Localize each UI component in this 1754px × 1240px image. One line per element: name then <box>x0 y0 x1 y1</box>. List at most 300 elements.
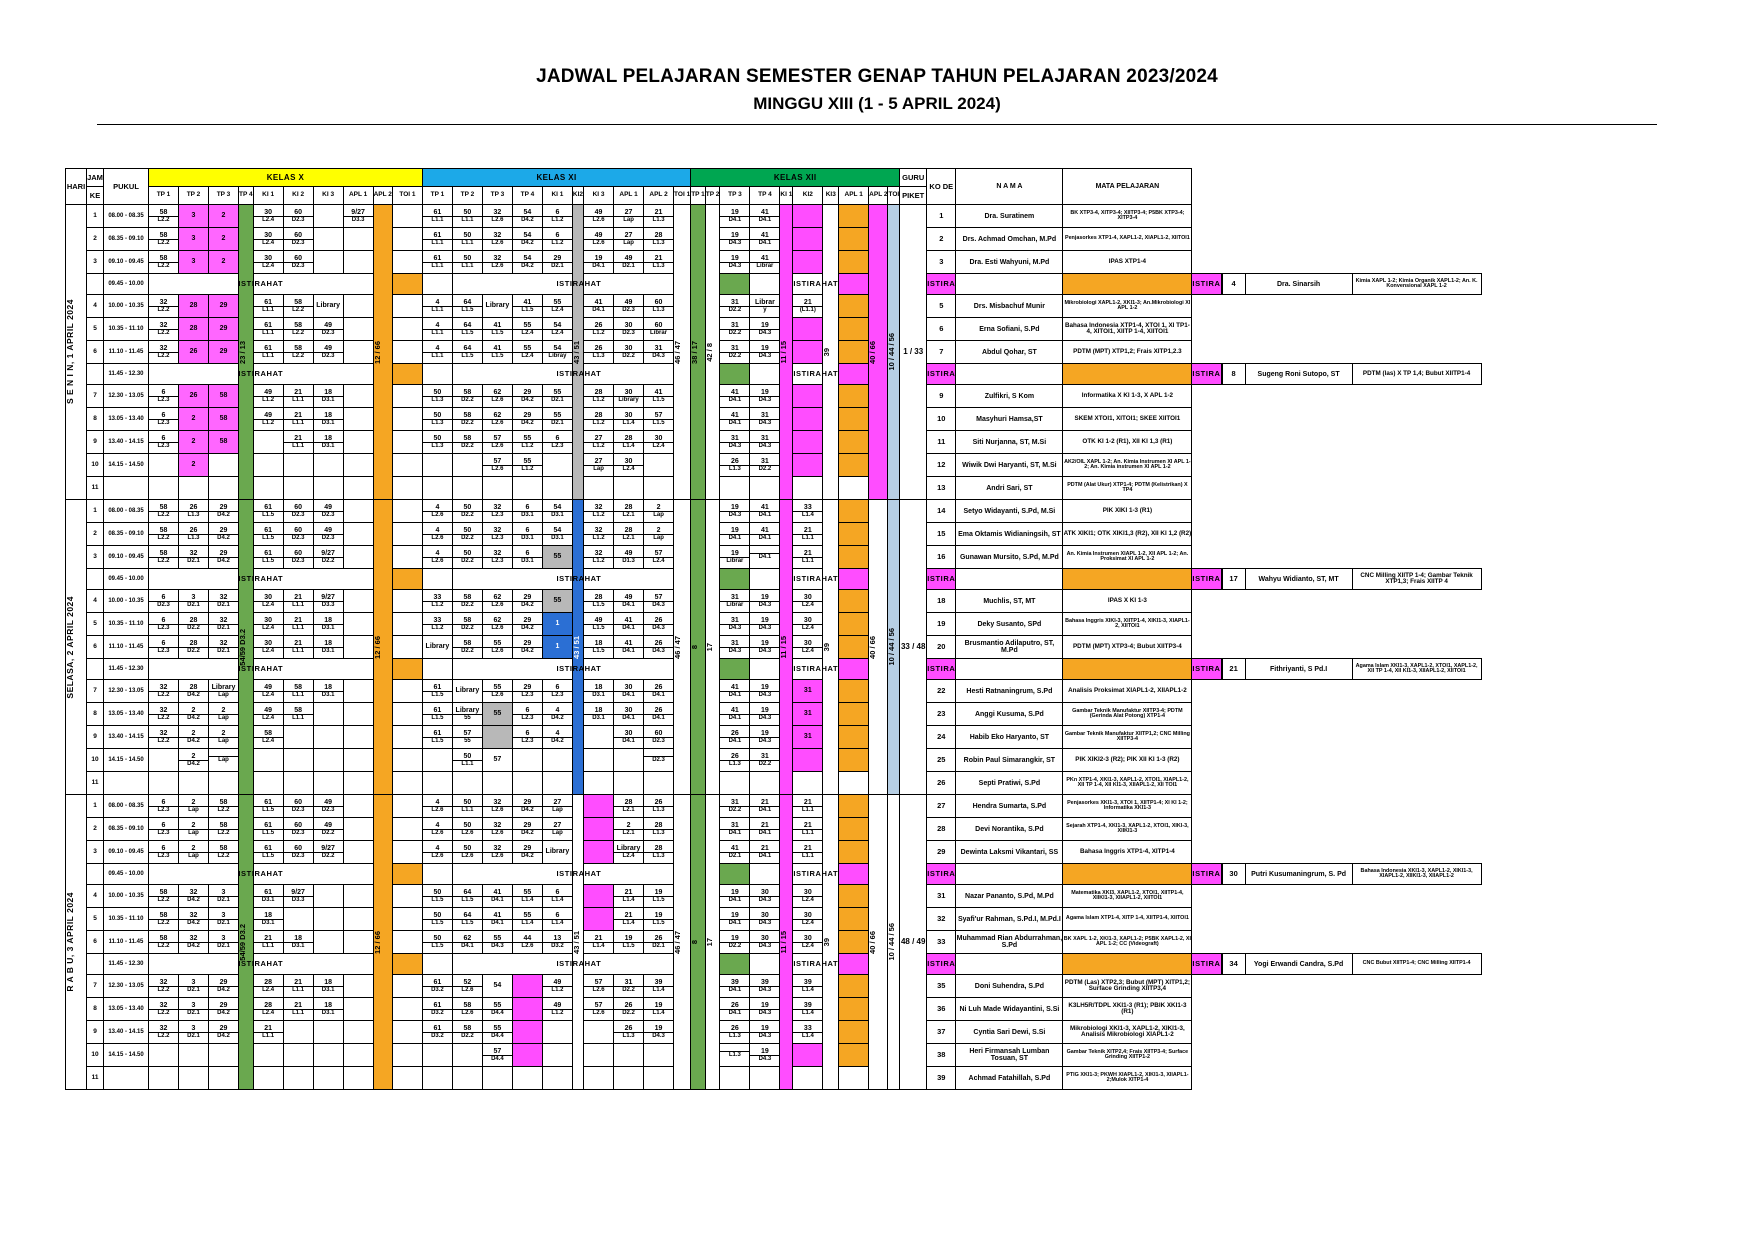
grid-cell[interactable] <box>584 998 614 1021</box>
grid-cell[interactable] <box>452 795 482 818</box>
grid-cell[interactable] <box>542 703 572 726</box>
grid-cell[interactable] <box>644 500 674 523</box>
grid-cell[interactable] <box>644 408 674 431</box>
grid-cell[interactable] <box>253 636 283 659</box>
grid-cell[interactable] <box>179 295 209 318</box>
grid-cell[interactable] <box>482 295 512 318</box>
grid-cell[interactable] <box>512 1044 542 1067</box>
grid-vertical-cell[interactable] <box>888 500 900 795</box>
grid-cell[interactable] <box>209 341 239 364</box>
grid-vertical-cell[interactable] <box>691 205 706 500</box>
grid-cell[interactable] <box>313 931 343 954</box>
grid-cell[interactable] <box>179 251 209 274</box>
grid-cell[interactable] <box>584 500 614 523</box>
grid-cell[interactable] <box>149 680 179 703</box>
grid-cell[interactable] <box>614 523 644 546</box>
grid-cell[interactable] <box>209 795 239 818</box>
grid-cell[interactable] <box>512 318 542 341</box>
grid-cell[interactable] <box>720 772 750 795</box>
grid-cell[interactable] <box>253 998 283 1021</box>
grid-cell[interactable] <box>482 772 512 795</box>
grid-cell[interactable] <box>542 613 572 636</box>
grid-vertical-cell[interactable] <box>691 795 706 1090</box>
grid-cell[interactable] <box>750 500 780 523</box>
grid-cell[interactable] <box>584 205 614 228</box>
grid-cell[interactable] <box>313 228 343 251</box>
grid-cell[interactable] <box>839 795 869 818</box>
grid-cell[interactable] <box>452 772 482 795</box>
grid-cell[interactable] <box>839 613 869 636</box>
grid-cell[interactable] <box>793 841 823 864</box>
grid-cell[interactable] <box>644 636 674 659</box>
grid-cell[interactable] <box>793 749 823 772</box>
grid-cell[interactable] <box>343 1044 373 1067</box>
grid-cell[interactable] <box>253 500 283 523</box>
grid-cell[interactable] <box>584 975 614 998</box>
grid-cell[interactable] <box>584 636 614 659</box>
grid-cell[interactable] <box>422 636 452 659</box>
grid-cell[interactable] <box>839 864 869 885</box>
grid-cell[interactable] <box>179 590 209 613</box>
grid-cell[interactable] <box>209 477 239 500</box>
grid-cell[interactable] <box>614 431 644 454</box>
grid-cell[interactable] <box>209 772 239 795</box>
grid-cell[interactable] <box>283 636 313 659</box>
grid-cell[interactable] <box>512 931 542 954</box>
grid-cell[interactable] <box>512 385 542 408</box>
grid-cell[interactable] <box>149 546 179 569</box>
grid-cell[interactable] <box>179 205 209 228</box>
grid-cell[interactable] <box>839 726 869 749</box>
grid-cell[interactable] <box>614 818 644 841</box>
grid-cell[interactable] <box>584 613 614 636</box>
grid-vertical-cell[interactable] <box>823 205 839 500</box>
grid-cell[interactable] <box>452 1021 482 1044</box>
grid-cell[interactable] <box>644 205 674 228</box>
grid-cell[interactable] <box>392 408 422 431</box>
grid-cell[interactable] <box>644 1067 674 1090</box>
grid-cell[interactable] <box>512 772 542 795</box>
grid-cell[interactable] <box>343 703 373 726</box>
grid-cell[interactable] <box>1063 659 1192 680</box>
grid-cell[interactable] <box>313 703 343 726</box>
grid-cell[interactable] <box>313 680 343 703</box>
grid-cell[interactable] <box>720 364 750 385</box>
grid-cell[interactable] <box>793 523 823 546</box>
grid-cell[interactable] <box>422 364 452 385</box>
grid-cell[interactable] <box>793 295 823 318</box>
grid-cell[interactable] <box>614 341 644 364</box>
grid-cell[interactable] <box>542 318 572 341</box>
grid-cell[interactable] <box>584 841 614 864</box>
grid-cell[interactable] <box>149 749 179 772</box>
grid-cell[interactable] <box>149 1067 179 1090</box>
grid-cell[interactable] <box>720 523 750 546</box>
grid-cell[interactable] <box>149 613 179 636</box>
grid-cell[interactable] <box>422 613 452 636</box>
grid-cell[interactable] <box>313 431 343 454</box>
grid-cell[interactable] <box>209 228 239 251</box>
grid-cell[interactable] <box>482 975 512 998</box>
grid-cell[interactable] <box>343 636 373 659</box>
grid-cell[interactable] <box>644 341 674 364</box>
grid-cell[interactable] <box>253 885 283 908</box>
grid-cell[interactable] <box>392 205 422 228</box>
grid-cell[interactable] <box>149 975 179 998</box>
grid-vertical-cell[interactable] <box>869 795 888 1090</box>
grid-cell[interactable] <box>209 908 239 931</box>
grid-cell[interactable] <box>644 546 674 569</box>
grid-cell[interactable] <box>313 636 343 659</box>
grid-cell[interactable] <box>793 1044 823 1067</box>
grid-cell[interactable] <box>343 477 373 500</box>
grid-cell[interactable] <box>584 931 614 954</box>
grid-cell[interactable] <box>584 726 614 749</box>
grid-cell[interactable] <box>482 749 512 772</box>
grid-cell[interactable] <box>542 454 572 477</box>
grid-cell[interactable] <box>283 228 313 251</box>
grid-cell[interactable] <box>584 341 614 364</box>
grid-cell[interactable] <box>720 908 750 931</box>
grid-cell[interactable] <box>149 295 179 318</box>
grid-cell[interactable] <box>614 205 644 228</box>
grid-cell[interactable] <box>482 205 512 228</box>
grid-cell[interactable] <box>422 454 452 477</box>
grid-cell[interactable] <box>392 749 422 772</box>
grid-cell[interactable] <box>253 931 283 954</box>
grid-cell[interactable] <box>283 772 313 795</box>
grid-vertical-cell[interactable] <box>239 500 254 795</box>
grid-cell[interactable] <box>392 931 422 954</box>
grid-cell[interactable] <box>793 885 823 908</box>
grid-cell[interactable] <box>644 477 674 500</box>
grid-cell[interactable] <box>614 795 644 818</box>
grid-vertical-cell[interactable] <box>869 205 888 500</box>
grid-cell[interactable] <box>283 523 313 546</box>
grid-cell[interactable] <box>209 613 239 636</box>
grid-cell[interactable] <box>343 613 373 636</box>
grid-cell[interactable] <box>839 749 869 772</box>
grid-cell[interactable] <box>793 1067 823 1090</box>
grid-cell[interactable] <box>644 703 674 726</box>
grid-cell[interactable] <box>542 251 572 274</box>
grid-cell[interactable] <box>720 864 750 885</box>
grid-cell[interactable] <box>209 408 239 431</box>
grid-cell[interactable] <box>512 295 542 318</box>
grid-cell[interactable] <box>422 885 452 908</box>
grid-cell[interactable] <box>720 274 750 295</box>
grid-cell[interactable] <box>149 795 179 818</box>
grid-cell[interactable] <box>750 408 780 431</box>
grid-cell[interactable] <box>750 385 780 408</box>
grid-cell[interactable] <box>644 931 674 954</box>
grid-cell[interactable] <box>422 228 452 251</box>
grid-cell[interactable] <box>584 795 614 818</box>
grid-cell[interactable] <box>542 1044 572 1067</box>
grid-cell[interactable] <box>584 454 614 477</box>
grid-cell[interactable] <box>839 477 869 500</box>
grid-cell[interactable] <box>209 385 239 408</box>
grid-cell[interactable] <box>253 408 283 431</box>
grid-cell[interactable] <box>750 636 780 659</box>
grid-cell[interactable] <box>452 228 482 251</box>
grid-cell[interactable] <box>542 975 572 998</box>
grid-vertical-cell[interactable] <box>239 795 254 1090</box>
grid-cell[interactable] <box>392 726 422 749</box>
grid-cell[interactable] <box>452 885 482 908</box>
grid-cell[interactable] <box>584 680 614 703</box>
grid-cell[interactable] <box>482 251 512 274</box>
grid-vertical-cell[interactable] <box>572 205 583 500</box>
grid-cell[interactable] <box>149 205 179 228</box>
grid-cell[interactable] <box>343 998 373 1021</box>
grid-cell[interactable] <box>614 1067 644 1090</box>
grid-cell[interactable] <box>253 295 283 318</box>
grid-cell[interactable] <box>179 841 209 864</box>
grid-cell[interactable] <box>313 523 343 546</box>
grid-cell[interactable] <box>283 908 313 931</box>
grid-vertical-cell[interactable] <box>780 500 793 795</box>
grid-cell[interactable] <box>839 228 869 251</box>
grid-cell[interactable] <box>482 726 512 749</box>
grid-cell[interactable] <box>452 680 482 703</box>
grid-cell[interactable] <box>343 408 373 431</box>
grid-cell[interactable] <box>614 408 644 431</box>
grid-cell[interactable] <box>149 523 179 546</box>
grid-cell[interactable] <box>253 205 283 228</box>
grid-cell[interactable] <box>644 613 674 636</box>
grid-cell[interactable] <box>750 726 780 749</box>
grid-cell[interactable] <box>313 385 343 408</box>
grid-cell[interactable] <box>720 680 750 703</box>
grid-cell[interactable] <box>750 931 780 954</box>
grid-cell[interactable] <box>343 251 373 274</box>
grid-cell[interactable] <box>482 590 512 613</box>
grid-cell[interactable] <box>253 454 283 477</box>
grid-cell[interactable] <box>149 885 179 908</box>
grid-cell[interactable] <box>149 818 179 841</box>
grid-cell[interactable] <box>512 500 542 523</box>
grid-cell[interactable] <box>542 341 572 364</box>
grid-cell[interactable] <box>392 998 422 1021</box>
grid-cell[interactable] <box>253 590 283 613</box>
grid-cell[interactable] <box>179 908 209 931</box>
grid-cell[interactable] <box>482 477 512 500</box>
grid-cell[interactable] <box>750 1067 780 1090</box>
grid-cell[interactable] <box>750 295 780 318</box>
grid-cell[interactable] <box>392 703 422 726</box>
grid-cell[interactable] <box>343 228 373 251</box>
grid-cell[interactable] <box>392 975 422 998</box>
grid-cell[interactable] <box>149 998 179 1021</box>
grid-cell[interactable] <box>283 431 313 454</box>
grid-cell[interactable] <box>644 975 674 998</box>
grid-cell[interactable] <box>283 726 313 749</box>
grid-cell[interactable] <box>839 1044 869 1067</box>
grid-cell[interactable] <box>542 408 572 431</box>
grid-cell[interactable] <box>283 818 313 841</box>
grid-cell[interactable] <box>209 295 239 318</box>
grid-cell[interactable] <box>343 454 373 477</box>
grid-cell[interactable] <box>839 385 869 408</box>
grid-cell[interactable] <box>253 431 283 454</box>
grid-cell[interactable] <box>313 908 343 931</box>
grid-cell[interactable] <box>584 772 614 795</box>
grid-cell[interactable] <box>283 703 313 726</box>
grid-cell[interactable] <box>253 477 283 500</box>
grid-cell[interactable] <box>839 772 869 795</box>
grid-cell[interactable] <box>839 636 869 659</box>
grid-cell[interactable] <box>614 500 644 523</box>
grid-cell[interactable] <box>750 795 780 818</box>
grid-cell[interactable] <box>793 251 823 274</box>
grid-cell[interactable] <box>839 1067 869 1090</box>
grid-cell[interactable] <box>956 864 1063 885</box>
grid-cell[interactable] <box>482 680 512 703</box>
grid-cell[interactable] <box>839 408 869 431</box>
grid-cell[interactable] <box>422 795 452 818</box>
grid-cell[interactable] <box>149 251 179 274</box>
grid-cell[interactable] <box>313 341 343 364</box>
grid-cell[interactable] <box>793 931 823 954</box>
grid-cell[interactable] <box>720 795 750 818</box>
grid-cell[interactable] <box>750 341 780 364</box>
grid-cell[interactable] <box>392 318 422 341</box>
grid-cell[interactable] <box>614 772 644 795</box>
grid-cell[interactable] <box>422 818 452 841</box>
grid-cell[interactable] <box>343 1067 373 1090</box>
grid-cell[interactable] <box>614 749 644 772</box>
grid-cell[interactable] <box>149 341 179 364</box>
grid-cell[interactable] <box>422 931 452 954</box>
grid-cell[interactable] <box>839 703 869 726</box>
grid-cell[interactable] <box>313 500 343 523</box>
grid-cell[interactable] <box>542 1021 572 1044</box>
grid-vertical-cell[interactable] <box>674 500 691 795</box>
grid-cell[interactable] <box>542 590 572 613</box>
grid-cell[interactable] <box>452 908 482 931</box>
grid-cell[interactable] <box>720 295 750 318</box>
grid-cell[interactable] <box>482 454 512 477</box>
grid-cell[interactable] <box>542 841 572 864</box>
grid-cell[interactable] <box>793 477 823 500</box>
grid-cell[interactable] <box>422 569 452 590</box>
grid-cell[interactable] <box>542 431 572 454</box>
grid-vertical-cell[interactable] <box>705 795 720 1090</box>
grid-vertical-cell[interactable] <box>869 500 888 795</box>
grid-cell[interactable] <box>422 1044 452 1067</box>
grid-cell[interactable] <box>644 1044 674 1067</box>
grid-cell[interactable] <box>793 454 823 477</box>
grid-cell[interactable] <box>253 818 283 841</box>
grid-cell[interactable] <box>209 431 239 454</box>
grid-cell[interactable] <box>750 431 780 454</box>
grid-cell[interactable] <box>720 341 750 364</box>
grid-cell[interactable] <box>644 431 674 454</box>
grid-cell[interactable] <box>584 749 614 772</box>
grid-cell[interactable] <box>343 385 373 408</box>
grid-cell[interactable] <box>584 228 614 251</box>
grid-cell[interactable] <box>179 975 209 998</box>
grid-cell[interactable] <box>793 703 823 726</box>
grid-cell[interactable] <box>839 295 869 318</box>
grid-cell[interactable] <box>720 477 750 500</box>
grid-cell[interactable] <box>392 1044 422 1067</box>
grid-cell[interactable] <box>584 1067 614 1090</box>
grid-cell[interactable] <box>209 680 239 703</box>
grid-cell[interactable] <box>149 1044 179 1067</box>
grid-cell[interactable] <box>720 1044 750 1067</box>
grid-cell[interactable] <box>452 523 482 546</box>
grid-cell[interactable] <box>209 1044 239 1067</box>
grid-vertical-cell[interactable] <box>674 795 691 1090</box>
grid-cell[interactable] <box>614 680 644 703</box>
grid-cell[interactable] <box>313 772 343 795</box>
grid-cell[interactable] <box>209 749 239 772</box>
grid-cell[interactable] <box>452 975 482 998</box>
grid-cell[interactable] <box>179 636 209 659</box>
grid-cell[interactable] <box>313 726 343 749</box>
grid-cell[interactable] <box>392 341 422 364</box>
grid-cell[interactable] <box>839 546 869 569</box>
grid-cell[interactable] <box>343 795 373 818</box>
grid-cell[interactable] <box>422 546 452 569</box>
grid-cell[interactable] <box>720 636 750 659</box>
grid-cell[interactable] <box>839 931 869 954</box>
grid-cell[interactable] <box>343 885 373 908</box>
grid-cell[interactable] <box>793 228 823 251</box>
grid-vertical-cell[interactable] <box>373 205 392 500</box>
grid-cell[interactable] <box>343 680 373 703</box>
grid-cell[interactable] <box>253 385 283 408</box>
grid-cell[interactable] <box>793 590 823 613</box>
grid-cell[interactable] <box>209 546 239 569</box>
grid-cell[interactable] <box>614 1044 644 1067</box>
grid-cell[interactable] <box>149 408 179 431</box>
grid-cell[interactable] <box>392 454 422 477</box>
grid-cell[interactable] <box>283 975 313 998</box>
grid-cell[interactable] <box>512 680 542 703</box>
grid-cell[interactable] <box>392 385 422 408</box>
grid-cell[interactable] <box>542 998 572 1021</box>
grid-cell[interactable] <box>1063 364 1192 385</box>
grid-cell[interactable] <box>750 613 780 636</box>
grid-cell[interactable] <box>750 274 780 295</box>
grid-cell[interactable] <box>149 1021 179 1044</box>
grid-cell[interactable] <box>644 228 674 251</box>
grid-cell[interactable] <box>614 228 644 251</box>
grid-cell[interactable] <box>422 908 452 931</box>
grid-cell[interactable] <box>839 998 869 1021</box>
grid-cell[interactable] <box>839 341 869 364</box>
grid-cell[interactable] <box>750 772 780 795</box>
grid-cell[interactable] <box>542 931 572 954</box>
grid-cell[interactable] <box>839 431 869 454</box>
grid-cell[interactable] <box>422 590 452 613</box>
grid-cell[interactable] <box>452 818 482 841</box>
grid-cell[interactable] <box>253 726 283 749</box>
grid-cell[interactable] <box>482 500 512 523</box>
grid-cell[interactable] <box>542 818 572 841</box>
grid-cell[interactable] <box>644 885 674 908</box>
grid-cell[interactable] <box>542 295 572 318</box>
grid-cell[interactable] <box>839 954 869 975</box>
grid-cell[interactable] <box>614 636 644 659</box>
grid-cell[interactable] <box>614 318 644 341</box>
grid-cell[interactable] <box>644 1021 674 1044</box>
grid-cell[interactable] <box>313 251 343 274</box>
grid-cell[interactable] <box>793 975 823 998</box>
